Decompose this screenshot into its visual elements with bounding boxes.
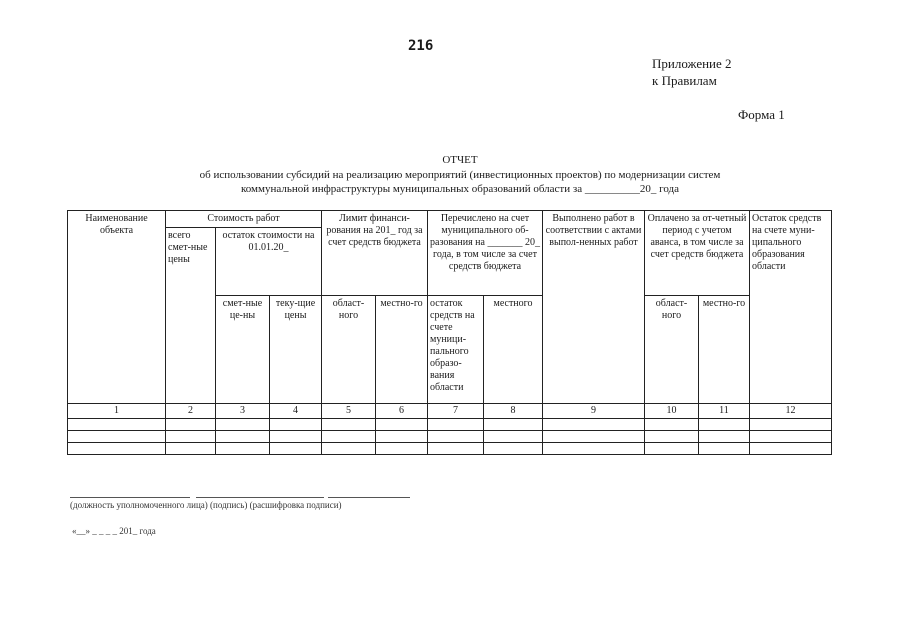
table-cell xyxy=(543,431,645,443)
signature-line xyxy=(196,497,324,498)
column-number: 1 xyxy=(68,404,166,419)
table-cell xyxy=(166,443,216,455)
table-cell xyxy=(270,443,322,455)
report-subtitle-2: коммунальной инфраструктуры муниципальных образований области за __________20_ года xyxy=(240,183,679,195)
table-cell xyxy=(376,443,428,455)
header-paid-local: местно-го xyxy=(699,296,750,404)
column-number: 5 xyxy=(322,404,376,419)
report-table xyxy=(67,210,832,455)
header-paid: Оплачено за от-четный период с учетом аванса, в том числе за счет средств бюджета xyxy=(645,211,750,296)
table-cell xyxy=(484,431,543,443)
header-cost-rest: остаток стоимости на 01.01.20_ xyxy=(216,228,322,296)
header-cost: Стоимость работ xyxy=(166,211,322,228)
column-number: 8 xyxy=(484,404,543,419)
table-cell xyxy=(166,431,216,443)
table-row xyxy=(68,431,832,443)
column-number: 11 xyxy=(699,404,750,419)
column-number: 10 xyxy=(645,404,699,419)
table-cell xyxy=(645,443,699,455)
column-number: 9 xyxy=(543,404,645,419)
table-cell xyxy=(428,431,484,443)
table-cell xyxy=(270,419,322,431)
column-number: 3 xyxy=(216,404,270,419)
column-number-row xyxy=(68,404,832,419)
header-transfer: Перечислено на счет муниципального об-разования на _______ 20_ года, в том числе за счет средств бюджета xyxy=(428,211,543,296)
table-row xyxy=(68,419,832,431)
table-cell xyxy=(68,419,166,431)
header-limit-regional: област-ного xyxy=(322,296,376,404)
signature-caption: (должность уполномоченного лица) (подпись) (расшифровка подписи) xyxy=(70,500,342,510)
table-cell xyxy=(216,431,270,443)
signature-position-line xyxy=(70,497,190,498)
table-cell xyxy=(750,443,832,455)
header-transfer-rest: остаток средств на счете муници-пального образо-вания области xyxy=(428,296,484,404)
date-line: «__» _ _ _ _ 201_ года xyxy=(72,526,156,536)
header-cost-total: всего смет-ные цены xyxy=(166,228,216,404)
header-transfer-local: местного xyxy=(484,296,543,404)
table-cell xyxy=(428,443,484,455)
signature-name-line xyxy=(328,497,410,498)
table-cell xyxy=(68,431,166,443)
column-number: 4 xyxy=(270,404,322,419)
table-cell xyxy=(270,431,322,443)
appendix-line-1: Приложение 2 xyxy=(652,56,732,71)
header-limit: Лимит финанси-рования на 201_ год за счет средств бюджета xyxy=(322,211,428,296)
table-cell xyxy=(484,443,543,455)
form-label: Форма 1 xyxy=(738,107,785,122)
column-number: 2 xyxy=(166,404,216,419)
report-title: ОТЧЕТ xyxy=(442,154,478,166)
column-number: 6 xyxy=(376,404,428,419)
table-row xyxy=(68,443,832,455)
table-cell xyxy=(750,431,832,443)
header-cost-rest-current: теку-щие цены xyxy=(270,296,322,404)
appendix-line-2: к Правилам xyxy=(652,73,717,88)
report-subtitle-1: об использовании субсидий на реализацию мероприятий (инвестиционных проектов) по модернизации систем xyxy=(199,169,721,181)
header-object-name: Наименование объекта xyxy=(68,211,166,404)
header-cost-rest-estimate: смет-ные це-ны xyxy=(216,296,270,404)
header-done: Выполнено работ в соответствии с актами выпол-ненных работ xyxy=(543,211,645,404)
table-cell xyxy=(216,419,270,431)
table-cell xyxy=(699,419,750,431)
table-cell xyxy=(166,419,216,431)
appendix-note xyxy=(652,55,732,89)
column-number: 7 xyxy=(428,404,484,419)
table-cell xyxy=(543,443,645,455)
table-cell xyxy=(322,443,376,455)
table-cell xyxy=(543,419,645,431)
header-paid-regional: област-ного xyxy=(645,296,699,404)
table-cell xyxy=(376,431,428,443)
table-cell xyxy=(216,443,270,455)
column-number: 12 xyxy=(750,404,832,419)
table-cell xyxy=(484,419,543,431)
page-number: 216 xyxy=(408,38,434,54)
table-cell xyxy=(322,431,376,443)
table-cell xyxy=(699,431,750,443)
table-cell xyxy=(428,419,484,431)
table-cell xyxy=(645,431,699,443)
table-cell xyxy=(645,419,699,431)
table-cell xyxy=(68,443,166,455)
header-limit-local: местно-го xyxy=(376,296,428,404)
header-balance: Остаток средств на счете муни-ципального образования области xyxy=(750,211,832,404)
table-cell xyxy=(750,419,832,431)
table-cell xyxy=(699,443,750,455)
table-cell xyxy=(376,419,428,431)
table-cell xyxy=(322,419,376,431)
